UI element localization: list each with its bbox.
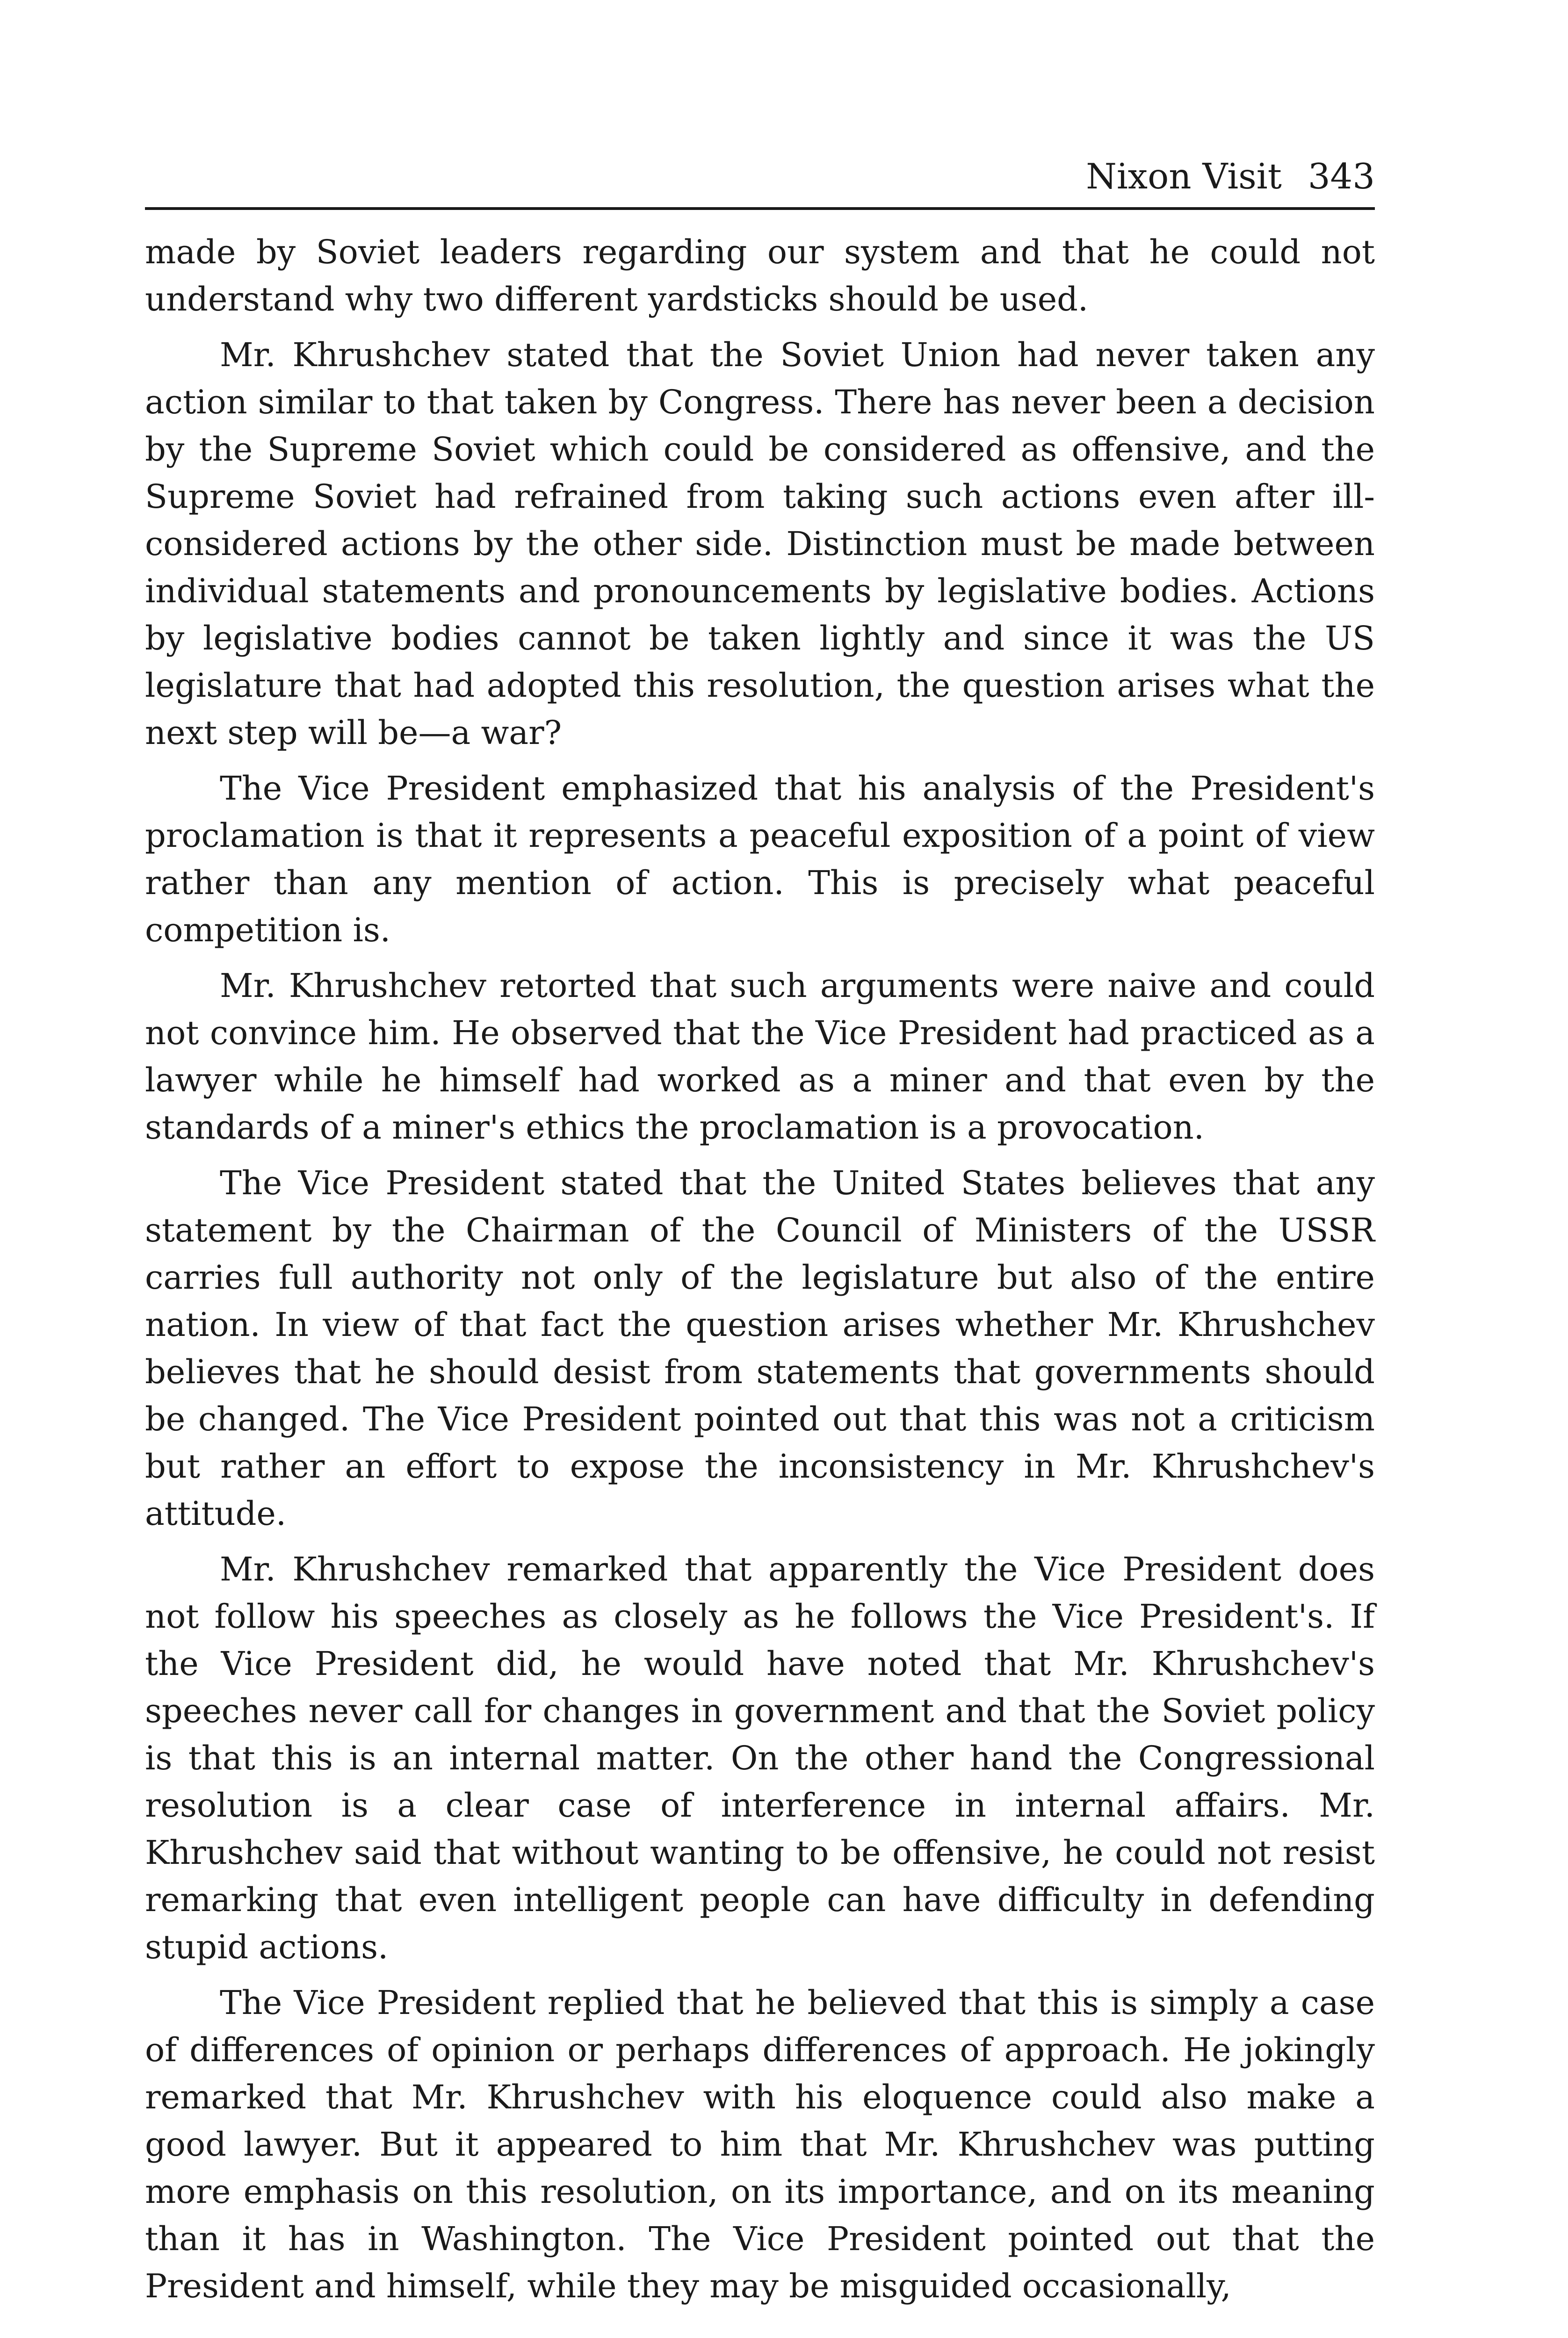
running-header	[145, 156, 1375, 210]
body-text	[145, 229, 1375, 2310]
paragraph: The Vice President replied that he believed that this is simply a case of differences of opinion or perhaps differences of approach. He jokingly remarked that Mr. Khrushchev with his eloquence could also make a good lawyer. But it appeared to him that Mr. Khrushchev was putting more emphasis on this resolution, on its importance, and on its meaning than it has in Washington. The Vice President pointed out that the President and himself, while they may be misguided occasionally,	[145, 1984, 1375, 2305]
paragraph: Mr. Khrushchev stated that the Soviet Union had never taken any action similar to that taken by Congress. There has never been a decision by the Supreme Soviet which could be considered as offensive, and the Supreme Soviet had refrained from taking such actions even after ill-considered actions by the other side. Distinction must be made between individual statements and pronouncements by legislative bodies. Actions by legislative bodies cannot be taken lightly and since it was the US legislature that had adopted this resolution, the question arises what the next step will be—a war?	[145, 336, 1375, 752]
paragraph: The Vice President emphasized that his analysis of the President's proclamation is that it represents a peaceful exposition of a point of view rather than any mention of action. This is precisely what peaceful competition is.	[145, 769, 1375, 949]
paragraph: Mr. Khrushchev retorted that such arguments were naive and could not convince him. He observed that the Vice President had practiced as a lawyer while he himself had worked as a miner and that even by the standards of a miner's ethics the proclamation is a provocation.	[145, 967, 1375, 1147]
running-title: Nixon Visit	[1086, 156, 1282, 197]
page-number: 343	[1308, 156, 1375, 197]
document-page	[145, 156, 1375, 2318]
paragraph-continued: made by Soviet leaders regarding our system and that he could not understand why two different yardsticks should be used.	[145, 233, 1375, 318]
paragraph: Mr. Khrushchev remarked that apparently the Vice President does not follow his speeches as closely as he follows the Vice President's. If the Vice President did, he would have noted that Mr. Khrushchev's speeches never call for changes in government and that the Soviet policy is that this is an internal matter. On the other hand the Congressional resolution is a clear case of interference in internal affairs. Mr. Khrushchev said that without wanting to be offensive, he could not resist remarking that even intelligent people can have difficulty in defending stupid actions.	[145, 1550, 1375, 1966]
paragraph: The Vice President stated that the United States believes that any statement by the Chairman of the Council of Ministers of the USSR carries full authority not only of the legislature but also of the entire nation. In view of that fact the question arises whether Mr. Khrushchev believes that he should desist from statements that governments should be changed. The Vice President pointed out that this was not a criticism but rather an effort to expose the inconsistency in Mr. Khrushchev's attitude.	[145, 1164, 1375, 1533]
